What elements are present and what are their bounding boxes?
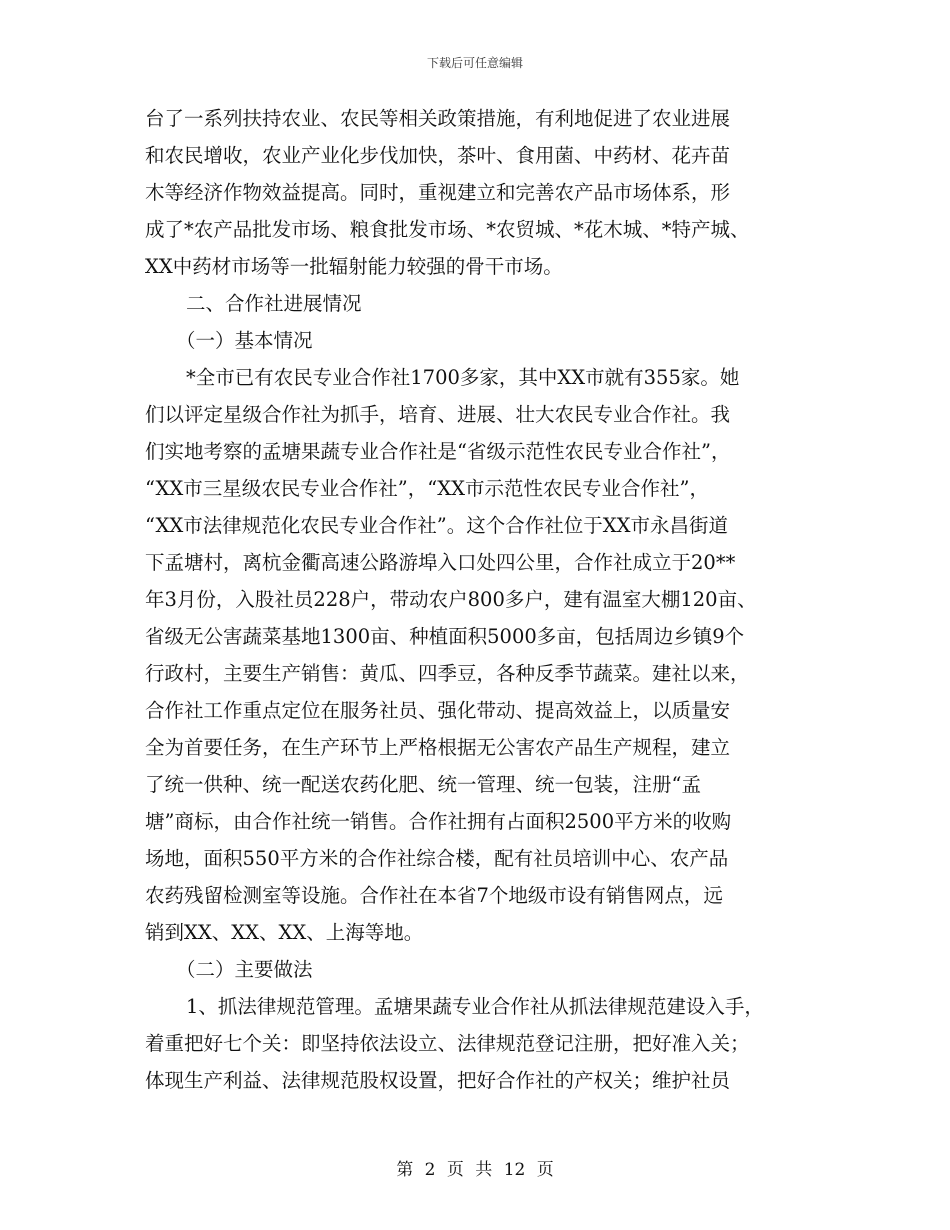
paragraph-line: 和农民增收，农业产业化步伐加快，茶叶、食用菌、中药材、花卉苗 — [145, 144, 731, 167]
paragraph-line: 木等经济作物效益提高。同时，重视建立和完善农产品市场体系，形 — [145, 181, 731, 204]
paragraph-line: 台了一系列扶持农业、农民等相关政策措施，有利地促进了农业进展 — [145, 107, 731, 130]
paragraph-line: 着重把好七个关：即坚持依法设立、法律规范登记注册，把好准入关； — [145, 1032, 750, 1055]
paragraph-line: 农药残留检测室等设施。合作社在本省7个地级市设有销售网点，远 — [145, 884, 723, 907]
paragraph-line: 下孟塘村，离杭金衢高速公路游埠入口处四公里，合作社成立于20** — [145, 551, 736, 574]
subsection-heading: （一）基本情况 — [176, 329, 313, 352]
paragraph-line: XX中药材市场等一批辐射能力较强的骨干市场。 — [145, 255, 563, 278]
paragraph-line: 体现生产利益、法律规范股权设置，把好合作社的产权关；维护社员 — [145, 1069, 731, 1092]
paragraph-line: “XX市三星级农民专业合作社”，“XX市示范性农民专业合作社”， — [145, 477, 709, 500]
paragraph-line: 全为首要任务，在生产环节上严格根据无公害农产品生产规程，建立 — [145, 736, 731, 759]
paragraph-line: 销到XX、XX、XX、上海等地。 — [145, 921, 424, 944]
paragraph-line: 塘”商标，由合作社统一销售。合作社拥有占面积2500平方米的收购 — [145, 810, 732, 833]
page-header: 下载后可任意编辑 — [426, 56, 523, 70]
paragraph-line: *全市已有农民专业合作社1700多家，其中XX市就有355家。她 — [186, 366, 740, 389]
paragraph-line: 1、抓法律规范管理。孟塘果蔬专业合作社从抓法律规范建设入手， — [186, 995, 764, 1018]
subsection-heading: （二）主要做法 — [176, 958, 313, 981]
paragraph-line: 了统一供种、统一配送农药化肥、统一管理、统一包装，注册“孟 — [145, 773, 701, 796]
paragraph-line: 成了*农产品批发市场、粮食批发市场、*农贸城、*花木城、*特产城、 — [145, 218, 750, 241]
paragraph-line: 场地，面积550平方米的合作社综合楼，配有社员培训中心、农产品 — [145, 847, 729, 870]
section-heading: 二、合作社进展情况 — [186, 292, 362, 315]
paragraph-line: 省级无公害蔬菜基地1300亩、种植面积5000多亩，包括周边乡镇9个 — [145, 625, 745, 648]
paragraph-line: 们实地考察的孟塘果蔬专业合作社是“省级示范性农民专业合作社”， — [145, 440, 731, 463]
page-number: 第 2 页 共 12 页 — [396, 1160, 554, 1180]
paragraph-line: 们以评定星级合作社为抓手，培育、进展、壮大农民专业合作社。我 — [145, 403, 731, 426]
paragraph-line: 合作社工作重点定位在服务社员、强化带动、提高效益上，以质量安 — [145, 699, 731, 722]
paragraph-line: “XX市法律规范化农民专业合作社”。这个合作社位于XX市永昌街道 — [145, 514, 729, 537]
paragraph-line: 行政村，主要生产销售：黄瓜、四季豆，各种反季节蔬菜。建社以来， — [145, 662, 750, 685]
paragraph-line: 年3月份，入股社员228户，带动农户800多户，建有温室大棚120亩、 — [145, 588, 757, 611]
